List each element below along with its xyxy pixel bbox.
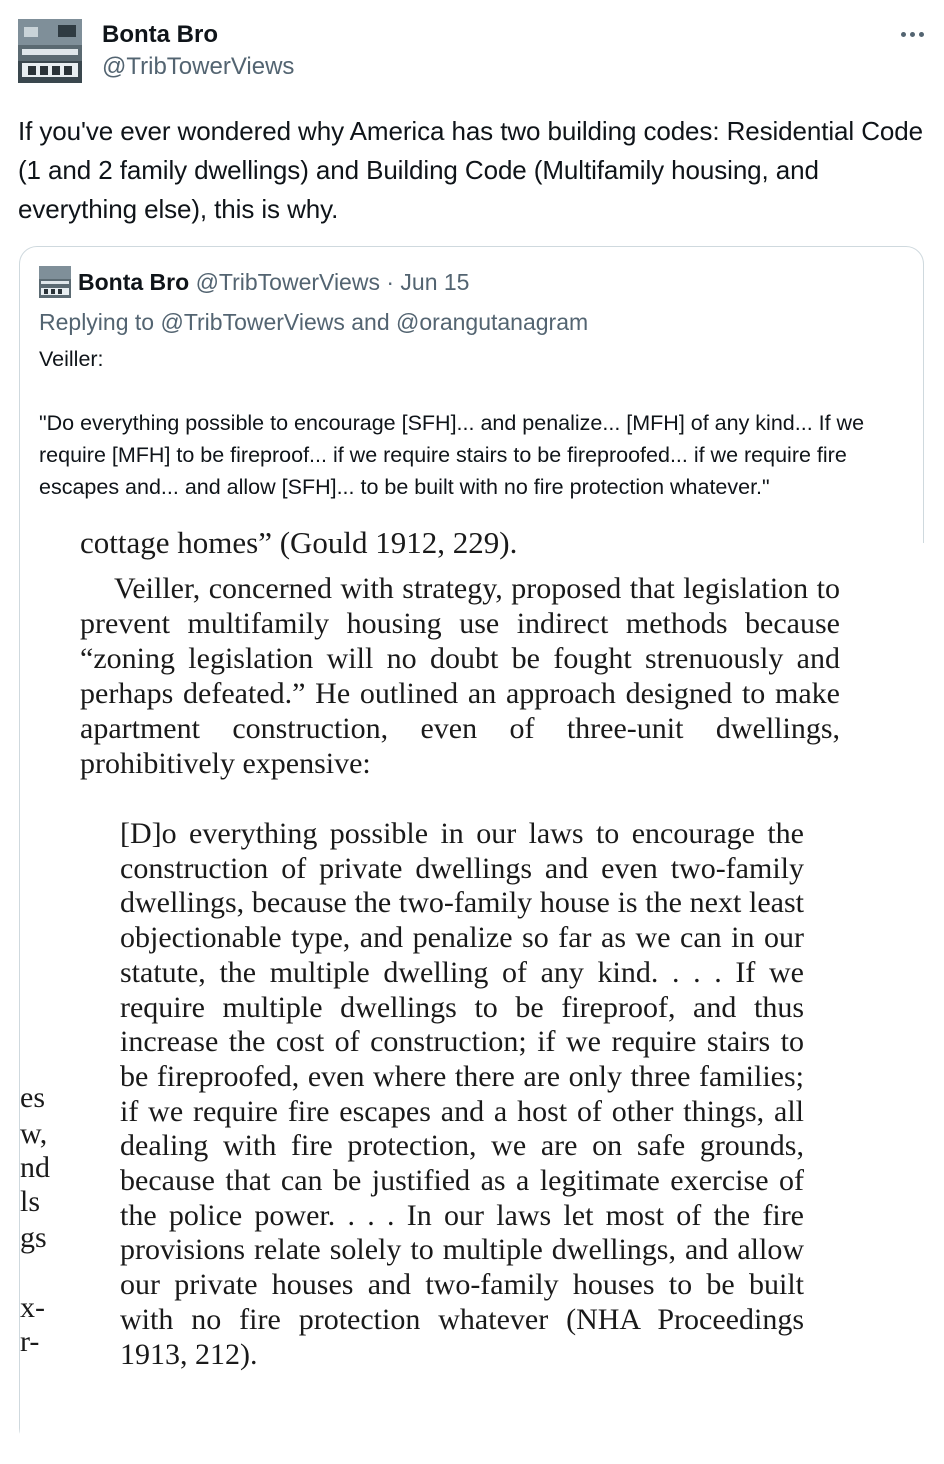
replying-to-user-2[interactable]: @orangutanagram [396, 309, 589, 335]
quoted-tweet-header [78, 267, 469, 297]
quoted-text-line: Veiller: [39, 347, 104, 371]
quoted-text-quote: "Do everything possible to encourage [SFH]... and penalize... [MFH] of any kind... If we require [MFH] to be fireproof... if we require stairs to be fireproofed... if we require fire escapes and... and allow [SFH]... to be built with no fire protection whatever." [39, 411, 865, 499]
quoted-author-name[interactable]: Bonta Bro [78, 269, 190, 295]
replying-to-user-1[interactable]: @TribTowerViews [160, 309, 345, 335]
quoted-author-avatar[interactable] [39, 266, 71, 298]
scan-margin-fragment: nd [20, 1151, 50, 1184]
scan-margin-fragment: ls [20, 1185, 41, 1218]
tweet-text: If you've ever wondered why America has two building codes: Residential Code (1 and 2 family dwellings) and Building Code (Multifamily housing, and everything else), this is why. [18, 116, 923, 224]
quoted-tweet-date[interactable]: Jun 15 [400, 269, 470, 295]
meta-separator: · [386, 269, 395, 295]
scan-margin-fragment: gs [20, 1221, 47, 1254]
scan-margin-fragment: r- [20, 1325, 40, 1358]
quoted-author-handle[interactable]: @TribTowerViews [195, 269, 380, 295]
replying-to-conjunction: and [351, 309, 390, 335]
scan-margin-fragment: es [20, 1081, 45, 1114]
more-horizontal-icon [919, 32, 924, 37]
scan-margin-fragment: w, [20, 1117, 48, 1150]
more-options-button[interactable] [894, 20, 930, 48]
author-handle[interactable]: @TribTowerViews [102, 53, 295, 80]
author-name[interactable]: Bonta Bro [102, 21, 218, 48]
more-horizontal-icon [910, 32, 915, 37]
more-horizontal-icon [901, 32, 906, 37]
scan-block-quote: [D]o everything possible in our laws to encourage the construction of private dwellings and even two-family dwellings, because the two-family house is the next least objectionable type, and penalize so far as we can in our statute, the multiple dwelling of any kind. . . . If we require multiple dwellings to be fireproof, and thus increase the cost of construction; if we require stairs to be fireproofed, even where there are only three families; if we require fire escapes and a host of other things, all dealing with fire protection, we are on safe grounds, because that can be justified as a legitimate exercise of the police power. . . . In our laws let most of the fire provisions relate solely to multiple dwellings, and allow our private houses and two-family houses to be built with no fire protection whatever (NHA Proceedings 1913, 212). [120, 817, 804, 1371]
author-avatar[interactable] [18, 19, 82, 83]
scan-margin-fragment: x- [20, 1291, 45, 1324]
scan-cut-off-line: cottage homes” (Gould 1912, 229). [80, 525, 518, 560]
scan-paragraph: Veiller, concerned with strategy, proposed that legislation to prevent multifamily housing use indirect methods because “zoning legislation will no doubt be fought strenuously and perhaps defeated.” He outlined an approach designed to make apartment construction, even of three-unit dwellings, prohibitively expensive: [80, 572, 840, 780]
replying-to-prefix: Replying to [39, 309, 155, 335]
quoted-tweet-card[interactable] [19, 246, 924, 1446]
quoted-tweet-text [39, 343, 909, 503]
replying-to-line [39, 307, 588, 337]
attached-book-scan-image[interactable] [20, 525, 925, 1447]
